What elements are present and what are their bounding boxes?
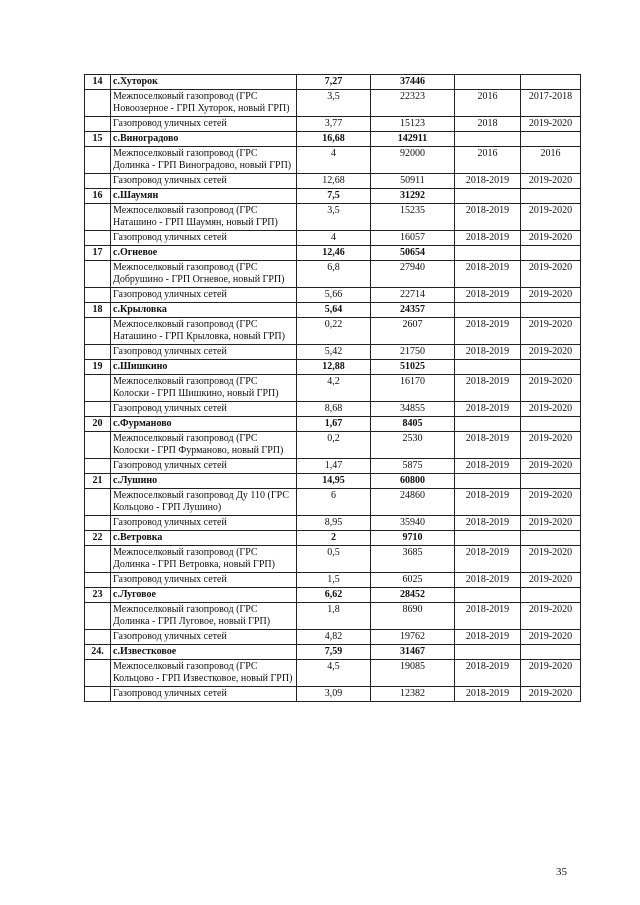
empty-cell <box>455 645 521 660</box>
empty-number-cell <box>85 90 111 117</box>
total-cost: 24357 <box>371 303 455 318</box>
pipeline-row <box>85 402 581 417</box>
design-years: 2016 <box>455 147 521 174</box>
settlement-row <box>85 588 581 603</box>
design-years: 2016 <box>455 90 521 117</box>
construction-years: 2019-2020 <box>521 573 581 588</box>
pipeline-length: 4,5 <box>297 660 371 687</box>
construction-years: 2019-2020 <box>521 630 581 645</box>
design-years: 2018-2019 <box>455 402 521 417</box>
total-length: 6,62 <box>297 588 371 603</box>
pipeline-name: Газопровод уличных сетей <box>111 516 297 531</box>
empty-number-cell <box>85 345 111 360</box>
construction-years: 2019-2020 <box>521 204 581 231</box>
pipeline-length: 12,68 <box>297 174 371 189</box>
pipeline-name: Межпоселковый газопровод (ГРС Наташино - ГРП Крыловка, новый ГРП) <box>111 318 297 345</box>
empty-cell <box>455 189 521 204</box>
total-cost: 142911 <box>371 132 455 147</box>
empty-cell <box>521 474 581 489</box>
empty-number-cell <box>85 546 111 573</box>
pipeline-name: Межпоселковый газопровод (ГРС Долинка - ГРП Луговое, новый ГРП) <box>111 603 297 630</box>
pipeline-row <box>85 660 581 687</box>
row-number: 14 <box>85 75 111 90</box>
empty-cell <box>521 360 581 375</box>
design-years: 2018 <box>455 117 521 132</box>
settlement-row <box>85 531 581 546</box>
empty-number-cell <box>85 573 111 588</box>
design-years: 2018-2019 <box>455 432 521 459</box>
pipeline-cost: 19085 <box>371 660 455 687</box>
pipeline-length: 5,66 <box>297 288 371 303</box>
design-years: 2018-2019 <box>455 459 521 474</box>
pipeline-cost: 5875 <box>371 459 455 474</box>
pipeline-cost: 21750 <box>371 345 455 360</box>
pipeline-row <box>85 318 581 345</box>
empty-cell <box>521 588 581 603</box>
total-cost: 31467 <box>371 645 455 660</box>
design-years: 2018-2019 <box>455 231 521 246</box>
design-years: 2018-2019 <box>455 318 521 345</box>
construction-years: 2019-2020 <box>521 375 581 402</box>
total-length: 1,67 <box>297 417 371 432</box>
pipeline-cost: 34855 <box>371 402 455 417</box>
table-body <box>85 75 581 702</box>
empty-number-cell <box>85 174 111 189</box>
pipeline-cost: 12382 <box>371 687 455 702</box>
pipeline-length: 6 <box>297 489 371 516</box>
pipeline-row <box>85 546 581 573</box>
pipeline-length: 4 <box>297 231 371 246</box>
pipeline-length: 4,82 <box>297 630 371 645</box>
empty-cell <box>455 417 521 432</box>
pipeline-name: Межпоселковый газопровод (ГРС Наташино - ГРП Шаумян, новый ГРП) <box>111 204 297 231</box>
empty-number-cell <box>85 402 111 417</box>
empty-number-cell <box>85 603 111 630</box>
pipeline-cost: 16057 <box>371 231 455 246</box>
total-length: 7,5 <box>297 189 371 204</box>
pipeline-cost: 2607 <box>371 318 455 345</box>
pipeline-name: Межпоселковый газопровод (ГРС Новоозерное - ГРП Хуторок, новый ГРП) <box>111 90 297 117</box>
pipeline-length: 0,22 <box>297 318 371 345</box>
pipeline-length: 8,95 <box>297 516 371 531</box>
settlement-name: с.Шишкино <box>111 360 297 375</box>
pipeline-cost: 8690 <box>371 603 455 630</box>
empty-number-cell <box>85 630 111 645</box>
empty-number-cell <box>85 687 111 702</box>
empty-cell <box>455 588 521 603</box>
row-number: 20 <box>85 417 111 432</box>
pipeline-cost: 22714 <box>371 288 455 303</box>
total-length: 12,46 <box>297 246 371 261</box>
pipeline-length: 3,09 <box>297 687 371 702</box>
pipeline-row <box>85 345 581 360</box>
construction-years: 2019-2020 <box>521 516 581 531</box>
pipeline-row <box>85 687 581 702</box>
empty-number-cell <box>85 231 111 246</box>
pipeline-length: 8,68 <box>297 402 371 417</box>
pipeline-cost: 22323 <box>371 90 455 117</box>
empty-cell <box>455 360 521 375</box>
settlement-row <box>85 303 581 318</box>
design-years: 2018-2019 <box>455 660 521 687</box>
total-length: 5,64 <box>297 303 371 318</box>
design-years: 2018-2019 <box>455 687 521 702</box>
pipeline-length: 3,77 <box>297 117 371 132</box>
gas-pipeline-table <box>84 74 581 702</box>
settlement-name: с.Луговое <box>111 588 297 603</box>
design-years: 2018-2019 <box>455 204 521 231</box>
pipeline-name: Газопровод уличных сетей <box>111 174 297 189</box>
empty-cell <box>521 303 581 318</box>
construction-years: 2019-2020 <box>521 261 581 288</box>
construction-years: 2019-2020 <box>521 459 581 474</box>
empty-number-cell <box>85 204 111 231</box>
total-cost: 50654 <box>371 246 455 261</box>
pipeline-name: Газопровод уличных сетей <box>111 459 297 474</box>
settlement-name: с.Лушино <box>111 474 297 489</box>
pipeline-name: Межпоселковый газопровод (ГРС Добрушино - ГРП Огневое, новый ГРП) <box>111 261 297 288</box>
construction-years: 2019-2020 <box>521 231 581 246</box>
pipeline-row <box>85 459 581 474</box>
pipeline-cost: 50911 <box>371 174 455 189</box>
pipeline-length: 5,42 <box>297 345 371 360</box>
row-number: 23 <box>85 588 111 603</box>
total-cost: 37446 <box>371 75 455 90</box>
design-years: 2018-2019 <box>455 546 521 573</box>
empty-number-cell <box>85 375 111 402</box>
pipeline-cost: 35940 <box>371 516 455 531</box>
pipeline-row <box>85 603 581 630</box>
settlement-name: с.Виноградово <box>111 132 297 147</box>
empty-cell <box>455 531 521 546</box>
empty-cell <box>521 189 581 204</box>
pipeline-row <box>85 630 581 645</box>
construction-years: 2019-2020 <box>521 660 581 687</box>
empty-cell <box>455 246 521 261</box>
empty-number-cell <box>85 318 111 345</box>
settlement-row <box>85 132 581 147</box>
row-number: 17 <box>85 246 111 261</box>
pipeline-length: 0,2 <box>297 432 371 459</box>
pipeline-name: Газопровод уличных сетей <box>111 345 297 360</box>
design-years: 2018-2019 <box>455 573 521 588</box>
pipeline-length: 3,5 <box>297 204 371 231</box>
pipeline-name: Газопровод уличных сетей <box>111 687 297 702</box>
pipeline-name: Газопровод уличных сетей <box>111 117 297 132</box>
total-length: 7,27 <box>297 75 371 90</box>
empty-number-cell <box>85 489 111 516</box>
total-length: 16,68 <box>297 132 371 147</box>
settlement-name: с.Известковое <box>111 645 297 660</box>
construction-years: 2019-2020 <box>521 603 581 630</box>
design-years: 2018-2019 <box>455 345 521 360</box>
pipeline-name: Газопровод уличных сетей <box>111 630 297 645</box>
row-number: 18 <box>85 303 111 318</box>
design-years: 2018-2019 <box>455 261 521 288</box>
pipeline-length: 1,8 <box>297 603 371 630</box>
settlement-row <box>85 246 581 261</box>
empty-number-cell <box>85 117 111 132</box>
total-length: 2 <box>297 531 371 546</box>
empty-number-cell <box>85 261 111 288</box>
empty-cell <box>455 474 521 489</box>
total-cost: 31292 <box>371 189 455 204</box>
settlement-name: с.Шаумян <box>111 189 297 204</box>
pipeline-length: 1,5 <box>297 573 371 588</box>
total-cost: 9710 <box>371 531 455 546</box>
row-number: 22 <box>85 531 111 546</box>
pipeline-cost: 16170 <box>371 375 455 402</box>
pipeline-name: Межпоселковый газопровод (ГРС Долинка - ГРП Виноградово, новый ГРП) <box>111 147 297 174</box>
row-number: 19 <box>85 360 111 375</box>
empty-number-cell <box>85 147 111 174</box>
pipeline-name: Межпоселковый газопровод (ГРС Колоски - ГРП Фурманово, новый ГРП) <box>111 432 297 459</box>
construction-years: 2019-2020 <box>521 174 581 189</box>
pipeline-length: 3,5 <box>297 90 371 117</box>
pipeline-length: 4 <box>297 147 371 174</box>
pipeline-cost: 15235 <box>371 204 455 231</box>
total-cost: 28452 <box>371 588 455 603</box>
pipeline-cost: 19762 <box>371 630 455 645</box>
construction-years: 2019-2020 <box>521 546 581 573</box>
construction-years: 2019-2020 <box>521 318 581 345</box>
pipeline-name: Межпоселковый газопровод (ГРС Кольцово - ГРП Известковое, новый ГРП) <box>111 660 297 687</box>
empty-number-cell <box>85 288 111 303</box>
pipeline-row <box>85 204 581 231</box>
pipeline-cost: 27940 <box>371 261 455 288</box>
pipeline-name: Межпоселковый газопровод (ГРС Долинка - ГРП Ветровка, новый ГРП) <box>111 546 297 573</box>
pipeline-row <box>85 231 581 246</box>
row-number: 21 <box>85 474 111 489</box>
total-cost: 51025 <box>371 360 455 375</box>
total-cost: 8405 <box>371 417 455 432</box>
empty-number-cell <box>85 660 111 687</box>
pipeline-length: 0,5 <box>297 546 371 573</box>
pipeline-cost: 24860 <box>371 489 455 516</box>
design-years: 2018-2019 <box>455 489 521 516</box>
construction-years: 2019-2020 <box>521 489 581 516</box>
pipeline-row <box>85 261 581 288</box>
pipeline-row <box>85 432 581 459</box>
row-number: 16 <box>85 189 111 204</box>
pipeline-cost: 6025 <box>371 573 455 588</box>
total-length: 14,95 <box>297 474 371 489</box>
design-years: 2018-2019 <box>455 516 521 531</box>
pipeline-row <box>85 147 581 174</box>
row-number: 24. <box>85 645 111 660</box>
pipeline-name: Газопровод уличных сетей <box>111 288 297 303</box>
empty-cell <box>455 132 521 147</box>
settlement-name: с.Крыловка <box>111 303 297 318</box>
pipeline-cost: 3685 <box>371 546 455 573</box>
settlement-row <box>85 417 581 432</box>
pipeline-cost: 2530 <box>371 432 455 459</box>
settlement-name: с.Фурманово <box>111 417 297 432</box>
design-years: 2018-2019 <box>455 288 521 303</box>
construction-years: 2019-2020 <box>521 432 581 459</box>
pipeline-length: 4,2 <box>297 375 371 402</box>
pipeline-name: Газопровод уличных сетей <box>111 402 297 417</box>
empty-number-cell <box>85 459 111 474</box>
empty-number-cell <box>85 432 111 459</box>
pipeline-length: 1,47 <box>297 459 371 474</box>
pipeline-name: Межпоселковый газопровод Ду 110 (ГРС Кольцово - ГРП Лушино) <box>111 489 297 516</box>
construction-years: 2017-2018 <box>521 90 581 117</box>
pipeline-name: Межпоселковый газопровод (ГРС Колоски - ГРП Шишкино, новый ГРП) <box>111 375 297 402</box>
construction-years: 2016 <box>521 147 581 174</box>
settlement-row <box>85 189 581 204</box>
settlement-row <box>85 474 581 489</box>
pipeline-row <box>85 90 581 117</box>
pipeline-row <box>85 573 581 588</box>
empty-cell <box>521 75 581 90</box>
empty-number-cell <box>85 516 111 531</box>
empty-cell <box>521 645 581 660</box>
construction-years: 2019-2020 <box>521 687 581 702</box>
pipeline-name: Газопровод уличных сетей <box>111 231 297 246</box>
total-length: 12,88 <box>297 360 371 375</box>
design-years: 2018-2019 <box>455 603 521 630</box>
pipeline-name: Газопровод уличных сетей <box>111 573 297 588</box>
pipeline-cost: 15123 <box>371 117 455 132</box>
design-years: 2018-2019 <box>455 630 521 645</box>
settlement-name: с.Ветровка <box>111 531 297 546</box>
page-number: 35 <box>556 866 567 878</box>
construction-years: 2019-2020 <box>521 288 581 303</box>
empty-cell <box>521 417 581 432</box>
total-length: 7,59 <box>297 645 371 660</box>
construction-years: 2019-2020 <box>521 117 581 132</box>
empty-cell <box>455 75 521 90</box>
pipeline-cost: 92000 <box>371 147 455 174</box>
empty-cell <box>521 132 581 147</box>
construction-years: 2019-2020 <box>521 402 581 417</box>
pipeline-row <box>85 489 581 516</box>
total-cost: 60800 <box>371 474 455 489</box>
pipeline-row <box>85 174 581 189</box>
row-number: 15 <box>85 132 111 147</box>
design-years: 2018-2019 <box>455 174 521 189</box>
settlement-name: с.Хуторок <box>111 75 297 90</box>
pipeline-length: 6,8 <box>297 261 371 288</box>
pipeline-row <box>85 516 581 531</box>
empty-cell <box>455 303 521 318</box>
construction-years: 2019-2020 <box>521 345 581 360</box>
pipeline-row <box>85 375 581 402</box>
settlement-row <box>85 75 581 90</box>
settlement-row <box>85 360 581 375</box>
design-years: 2018-2019 <box>455 375 521 402</box>
empty-cell <box>521 246 581 261</box>
pipeline-row <box>85 288 581 303</box>
settlement-row <box>85 645 581 660</box>
settlement-name: с.Огневое <box>111 246 297 261</box>
empty-cell <box>521 531 581 546</box>
pipeline-row <box>85 117 581 132</box>
